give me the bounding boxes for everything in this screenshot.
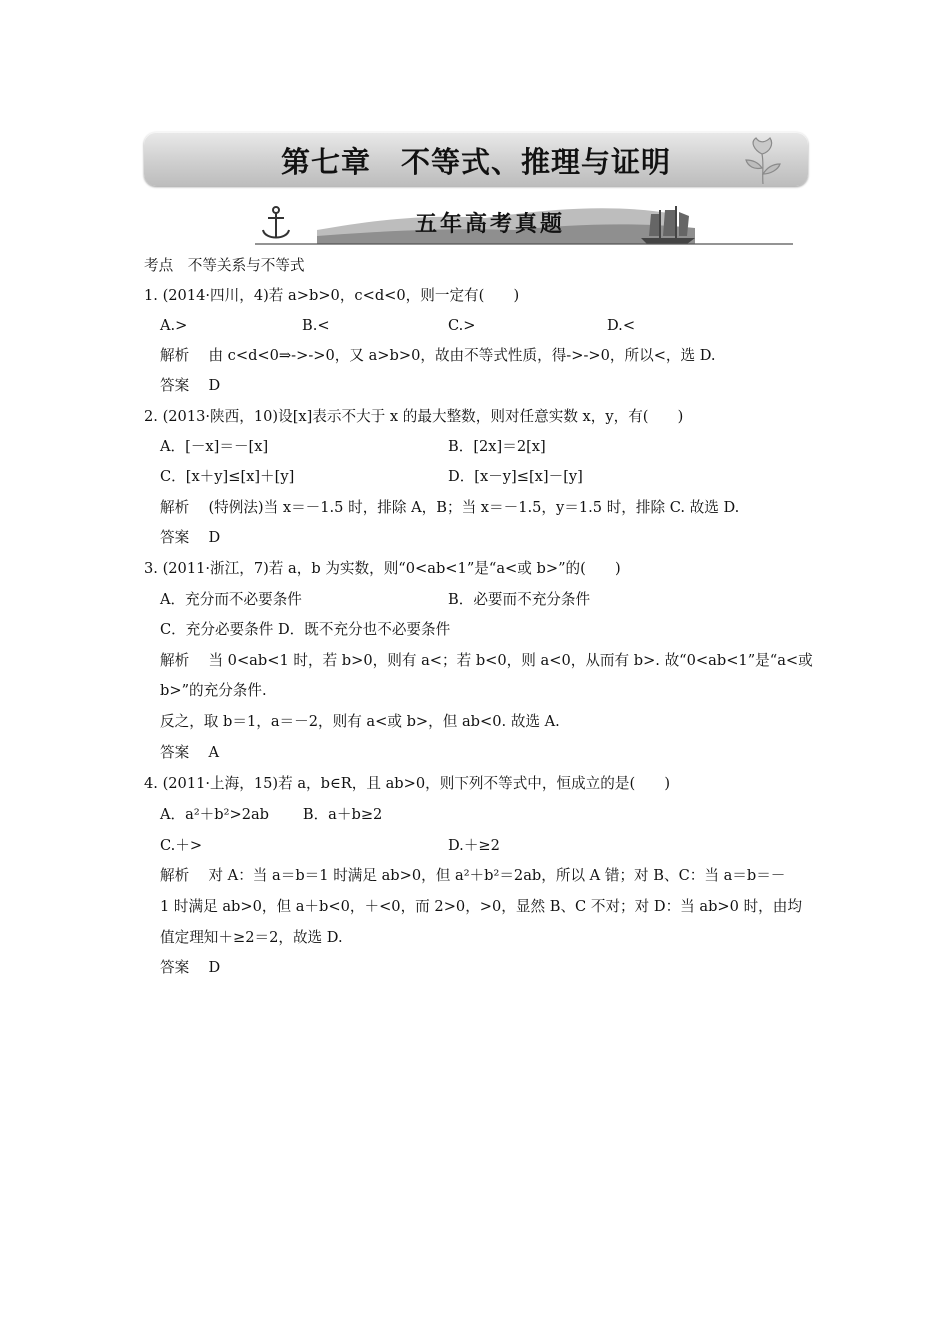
question-number: 1. bbox=[144, 287, 158, 304]
analysis-label: 解析 bbox=[160, 347, 190, 364]
option-c: C．充分必要条件 bbox=[160, 621, 274, 638]
section-title: 五年高考真题 bbox=[414, 211, 565, 237]
option-d: D．既不充分也不必要条件 bbox=[277, 621, 451, 638]
answer bbox=[160, 527, 220, 549]
option-c: C．[x＋y]≤[x]＋[y] bbox=[160, 468, 295, 485]
options-row bbox=[160, 315, 810, 337]
question-3 bbox=[144, 558, 621, 580]
answer-label: 答案 bbox=[160, 744, 190, 761]
anchor-icon bbox=[263, 207, 289, 238]
section-banner bbox=[255, 200, 793, 246]
question-2 bbox=[144, 406, 683, 428]
answer bbox=[160, 375, 220, 397]
option-d: D.＋≥2 bbox=[448, 837, 500, 854]
answer-value: A bbox=[208, 744, 219, 761]
topic-heading: 考点 不等关系与不等式 bbox=[144, 257, 305, 274]
question-number: 2. bbox=[144, 408, 158, 425]
option-d: D.< bbox=[607, 317, 636, 334]
answer bbox=[160, 742, 219, 764]
options-row bbox=[160, 835, 810, 857]
option-a: A．充分而不必要条件 bbox=[160, 591, 302, 608]
options-row bbox=[160, 466, 810, 488]
option-b: B．必要而不充分条件 bbox=[448, 591, 591, 608]
analysis-continued: b>”的充分条件. bbox=[160, 682, 267, 699]
option-b: B．a＋b≥2 bbox=[302, 806, 383, 823]
options-row bbox=[160, 619, 450, 641]
options-row bbox=[160, 436, 810, 458]
analysis-label: 解析 bbox=[160, 867, 190, 884]
question-4 bbox=[144, 773, 670, 795]
question-number: 3. bbox=[144, 560, 158, 577]
analysis-continued: 值定理知＋≥2＝2，故选 D. bbox=[160, 929, 343, 946]
answer-value: D bbox=[208, 959, 221, 976]
question-number: 4. bbox=[144, 775, 158, 792]
analysis-text: (特例法)当 x＝－1.5 时，排除 A，B；当 x＝－1.5，y＝1.5 时，排除 C. 故选 D. bbox=[208, 499, 740, 516]
question-stem: (2014·四川，4)若 a>b>0，c<d<0，则一定有( ) bbox=[162, 287, 520, 304]
question-stem: (2013·陕西，10)设[x]表示不大于 x 的最大整数，则对任意实数 x，y，有( ) bbox=[162, 408, 684, 425]
answer-label: 答案 bbox=[160, 959, 190, 976]
analysis-text: 由 c<d<0⇒->->0，又 a>b>0，故由不等式性质，得->->0，所以<，选 D. bbox=[208, 347, 716, 364]
analysis bbox=[160, 497, 739, 519]
options-row bbox=[160, 804, 382, 826]
analysis bbox=[160, 345, 716, 367]
chapter-banner bbox=[144, 132, 808, 186]
question-stem: (2011·上海，15)若 a，b∈R，且 ab>0，则下列不等式中，恒成立的是( ) bbox=[162, 775, 671, 792]
option-a: A．a²＋b²>2ab bbox=[160, 806, 270, 823]
option-c: C.> bbox=[448, 317, 476, 334]
analysis-continued: 1 时满足 ab>0，但 a＋b<0，＋<0，而 2>0，>0，显然 B、C 不对；对 D：当 ab>0 时，由均 bbox=[160, 898, 802, 915]
analysis-text: 对 A：当 a＝b＝1 时满足 ab>0，但 a²＋b²＝2ab，所以 A 错；对 B、C：当 a＝b＝－ bbox=[208, 867, 786, 884]
option-a: A．[－x]＝－[x] bbox=[160, 438, 269, 455]
option-d: D．[x－y]≤[x]－[y] bbox=[448, 468, 583, 485]
analysis-continued: 反之，取 b＝1，a＝－2，则有 a<或 b>，但 ab<0. 故选 A. bbox=[160, 713, 560, 730]
answer-label: 答案 bbox=[160, 377, 190, 394]
option-a: A.> bbox=[160, 317, 188, 334]
question-1 bbox=[144, 285, 519, 307]
chapter-title: 第七章 不等式、推理与证明 bbox=[280, 145, 671, 179]
analysis-label: 解析 bbox=[160, 499, 190, 516]
flower-icon bbox=[740, 134, 786, 186]
analysis-label: 解析 bbox=[160, 652, 190, 669]
analysis bbox=[160, 650, 813, 672]
options-row bbox=[160, 589, 810, 611]
option-c: C.＋> bbox=[160, 837, 203, 854]
analysis-text: 当 0<ab<1 时，若 b>0，则有 a<；若 b<0，则 a<0，从而有 b>. 故“0<ab<1”是“a<或 bbox=[208, 652, 813, 669]
answer-label: 答案 bbox=[160, 529, 190, 546]
question-stem: (2011·浙江，7)若 a，b 为实数，则“0<ab<1”是“a<或 b>”的( ) bbox=[162, 560, 621, 577]
option-b: B．[2x]＝2[x] bbox=[448, 438, 546, 455]
answer bbox=[160, 957, 220, 979]
answer-value: D bbox=[208, 529, 221, 546]
option-b: B.< bbox=[302, 317, 330, 334]
analysis bbox=[160, 865, 785, 887]
answer-value: D bbox=[208, 377, 221, 394]
